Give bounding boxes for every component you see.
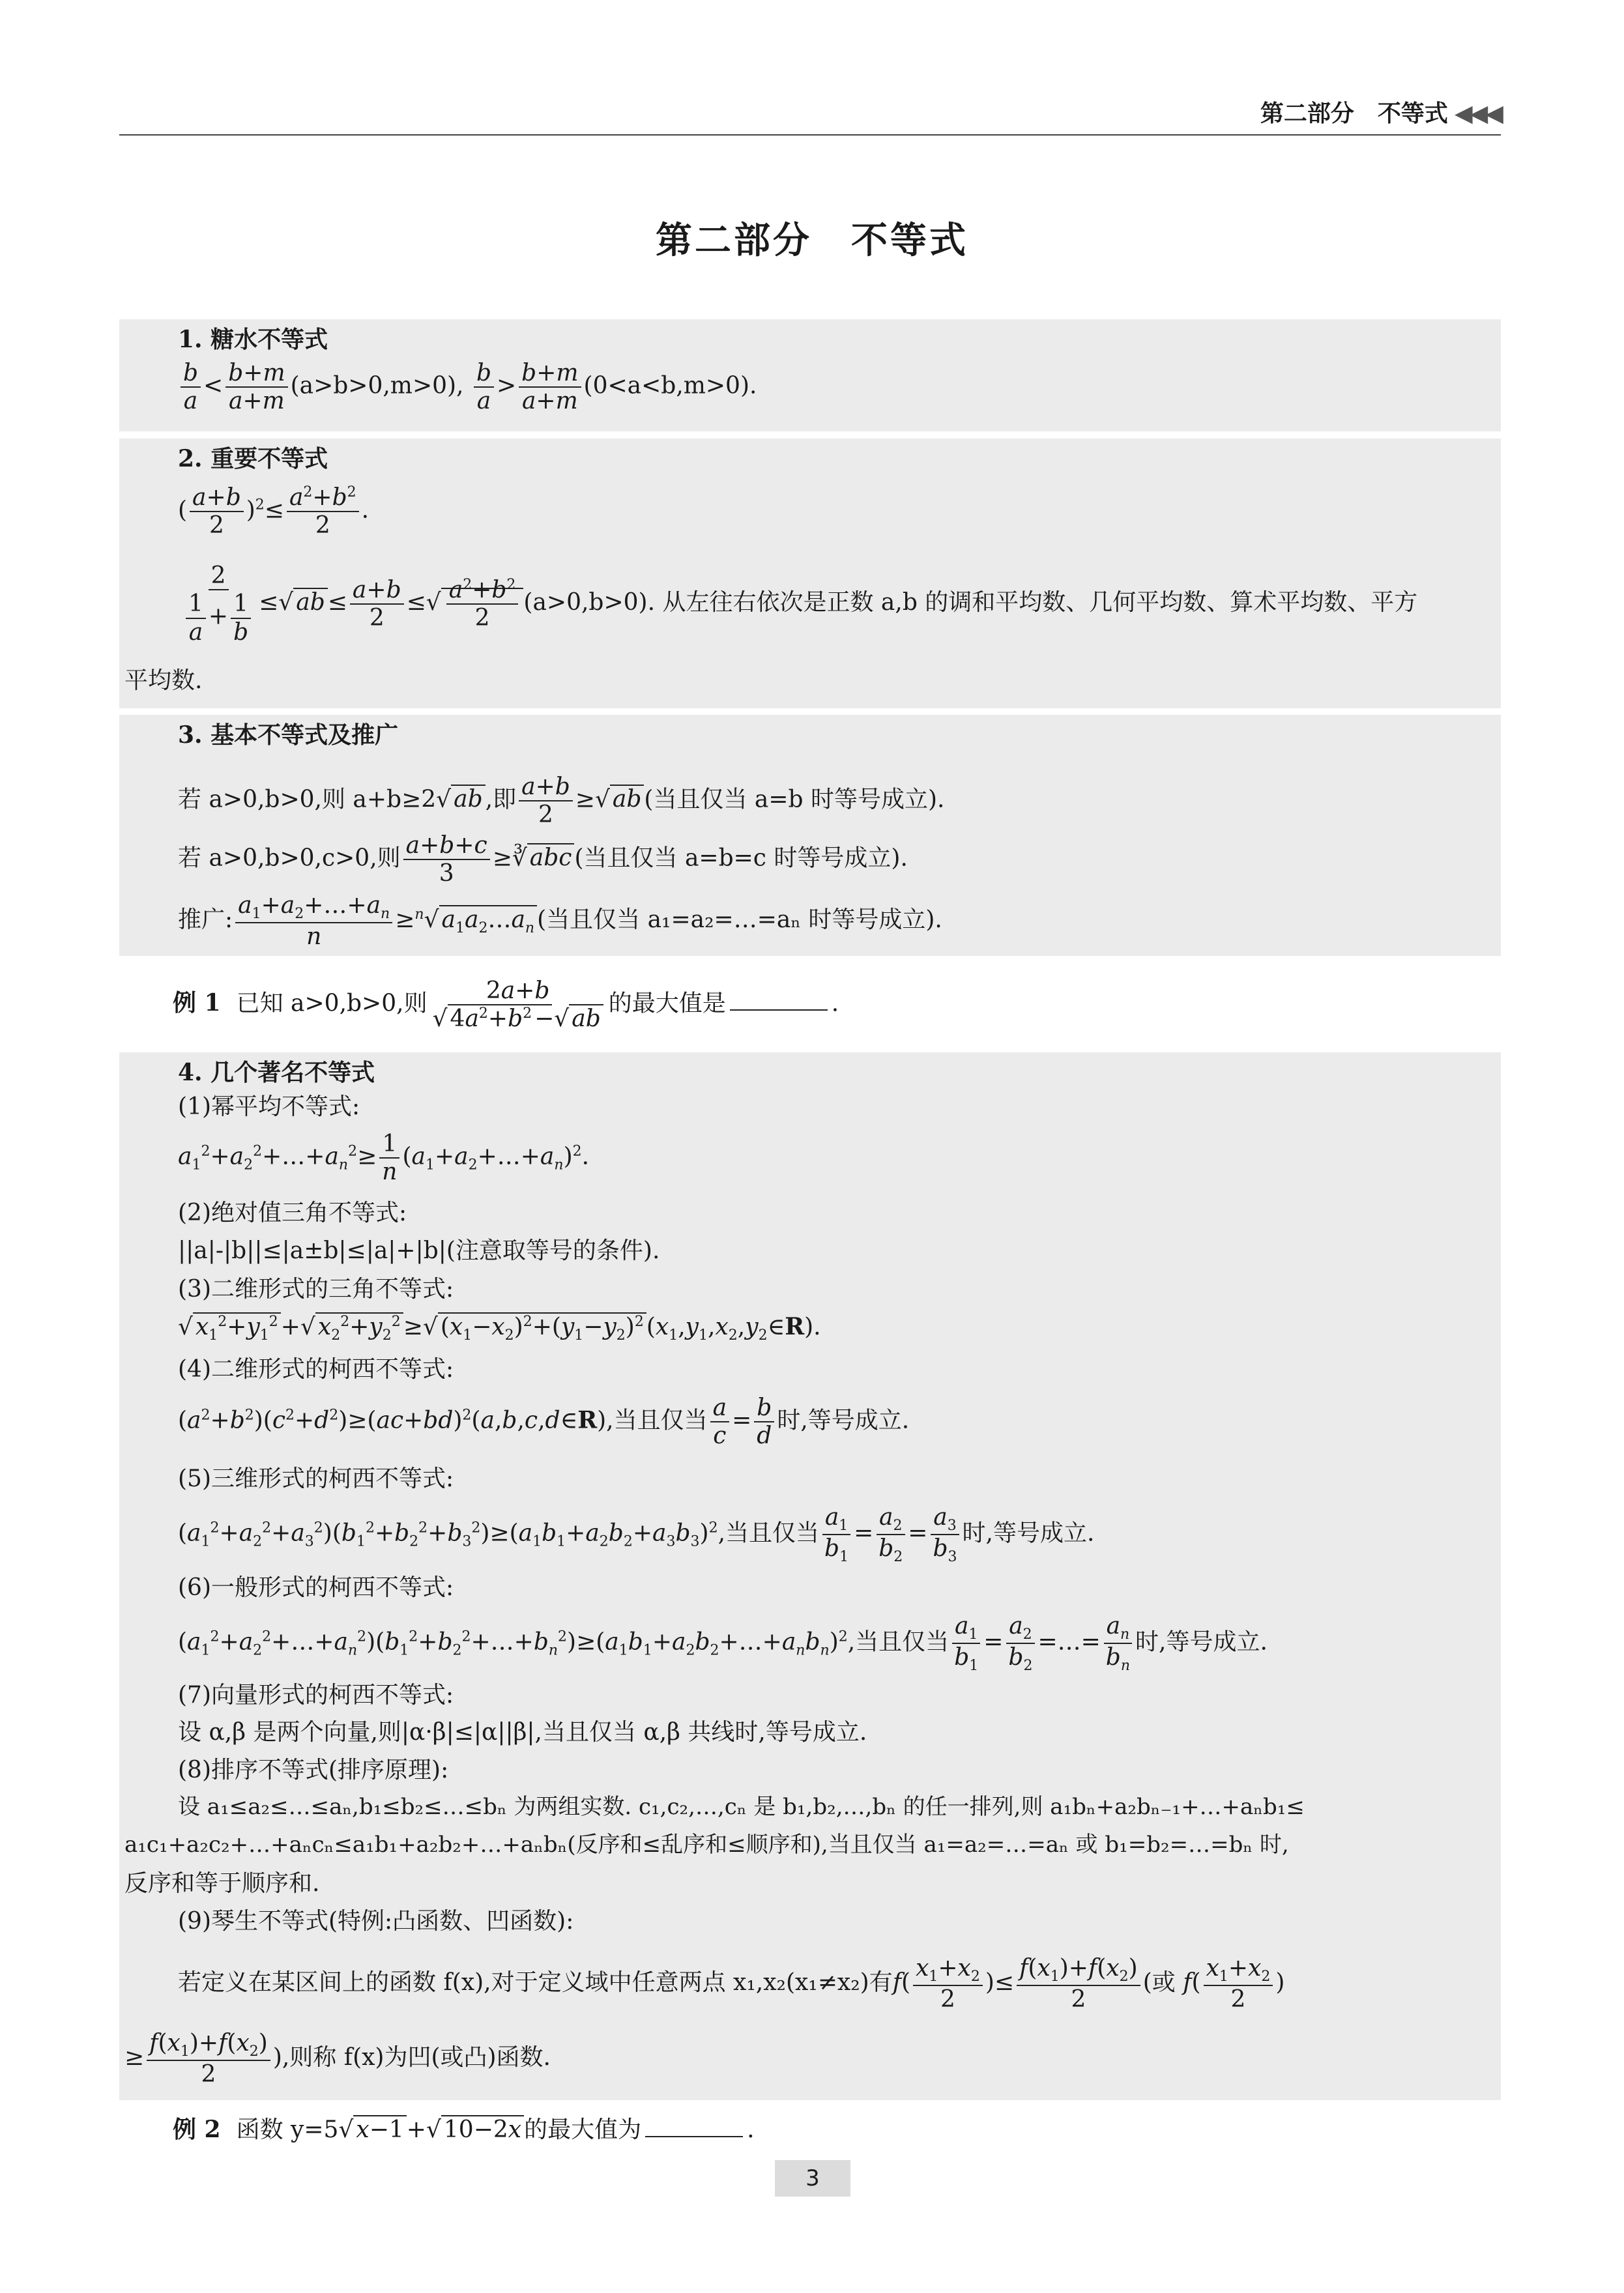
section-1-heading: 1. 糖水不等式	[178, 326, 328, 353]
example-1-answer-blank[interactable]	[730, 1009, 828, 1011]
page-number: 3	[775, 2160, 850, 2197]
section-2-cont: 平均数.	[124, 667, 203, 694]
section-4-p4: (4)二维形式的柯西不等式:	[178, 1356, 454, 1383]
section-3-box	[119, 715, 1501, 956]
section-3-line-2: 若 a>0,b>0,c>0,则 $\frac{a+b+c}{3}$ ≥∛ abc (当且仅当 a=b=c 时等号成立).	[178, 832, 908, 887]
example-1-end: .	[831, 990, 839, 1017]
section-4-p8-line-a: 设 a₁≤a₂≤…≤aₙ,b₁≤b₂≤…≤bₙ 为两组实数. c₁,c₂,…,cₙ 是 b₁,b₂,…,bₙ 的任一排列,则 a₁bₙ+a₂bₙ₋₁+…+aₙb₁≤	[178, 1794, 1305, 1820]
section-4-p7: (7)向量形式的柯西不等式:	[178, 1682, 454, 1709]
running-title: 第二部分 不等式	[1260, 100, 1448, 127]
section-3-l1c: (当且仅当 a=b 时等号成立).	[644, 786, 945, 813]
example-2-label: 例 2	[173, 2116, 221, 2143]
section-3-line-1: 若 a>0,b>0,则 a+b≥2√ ab ,即 $\frac{a+b}{2}$ ≥√ ab (当且仅当 a=b 时等号成立).	[178, 773, 945, 829]
section-3-l1b: ,即	[485, 786, 517, 813]
section-4-p6-formula: $(a_1^2+a_2^2+\dots+a_n^2)(b_1^2+b_2^2+\dots+b_n^2)\ge(a_1b_1+a_2b_2+\dots+a_nb_n)^2$,当且仅当 $\frac{a_1}{b_1}$ = $\frac{a_2}{b_2}$ =…= $\frac{a_n}{b_n}$ 时,等号成立.	[178, 1613, 1268, 1675]
example-2-end: .	[747, 2116, 755, 2143]
section-4-p5: (5)三维形式的柯西不等式:	[178, 1465, 454, 1492]
section-2-formula-2: 2 $\frac{1}{a}$ + $\frac{1}{b}$ ≤√ ab ≤ $\frac{a+b}{2}$ ≤√ $\frac{a^2+b^2}{2}$ (a>0,b>0). 从左往右依次是正数 a,b 的调和平均数、几何平均数、算术平均数、平方	[178, 562, 1417, 646]
section-3-heading: 3. 基本不等式及推广	[178, 721, 399, 749]
section-1-box	[119, 319, 1501, 431]
page-title: 第二部分 不等式	[656, 220, 968, 262]
section-4-p1-formula: $a_1^2+a_2^2+\dots+a_n^2\ge$ $\frac{1}{n}$ $(a_1+a_2+\dots+a_n)^2$.	[178, 1131, 590, 1186]
section-4-box	[119, 1052, 1501, 2100]
section-4-p5-formula: $(a_1^2+a_2^2+a_3^2)(b_1^2+b_2^2+b_3^2)\ge(a_1b_1+a_2b_2+a_3b_3)^2$,当且仅当 $\frac{a_1}{b_1}$ = $\frac{a_2}{b_2}$ = $\frac{a_3}{b_3}$ 时,等号成立.	[178, 1504, 1095, 1566]
section-3-l2a: 若 a>0,b>0,c>0,则	[178, 844, 401, 872]
section-3-line-3: 推广: $\frac{a_1+a_2+\dots+a_n}{n}$ ≥$^n$√ $a_1a_2\dots a_n$ (当且仅当 a₁=a₂=…=aₙ 时等号成立).	[178, 892, 942, 951]
section-2-formula-1: ( $\frac{a+b}{2}$ )$^2$≤ $\frac{a^2+b^2}{2}$ .	[178, 484, 370, 540]
section-4-p9a: 若定义在某区间上的函数 f(x),对于定义域中任意两点 x₁,x₂(x₁≠x₂)有	[178, 1969, 893, 1996]
section-1-formula: $\frac{b}{a}$ < $\frac{b+m}{a+m}$ (a>b>0,m>0), $\frac{b}{a}$ > $\frac{b+m}{a+m}$ (0<a<b,m>0).	[178, 360, 757, 415]
section-1-cond2: (0<a<b,m>0).	[583, 372, 757, 399]
example-1-text-b: 的最大值是	[608, 990, 726, 1017]
section-2-tail: (a>0,b>0). 从左往右依次是正数 a,b 的调和平均数、几何平均数、算术平均数、平方	[523, 589, 1418, 616]
section-4-p9b: ,则称 f(x)为凹(或凸)函数.	[282, 2043, 551, 2071]
section-2-box	[119, 439, 1501, 708]
section-4-p9: (9)琴生不等式(特例:凸函数、凹函数):	[178, 1908, 574, 1935]
section-4-p8-line-b: a₁c₁+a₂c₂+…+aₙcₙ≤a₁b₁+a₂b₂+…+aₙbₙ(反序和≤乱序和≤顺序和),当且仅当 a₁=a₂=…=aₙ 或 b₁=b₂=…=bₙ 时,	[124, 1832, 1289, 1858]
section-4-p4-formula: $(a^2+b^2)(c^2+d^2)\ge(ac+bd)^2(a,b,c,d\in R)$,当且仅当 $\frac{a}{c}$ = $\frac{b}{d}$ 时,等号成立.	[178, 1394, 910, 1450]
example-2-answer-blank[interactable]	[645, 2136, 743, 2137]
section-4-p3: (3)二维形式的三角不等式:	[178, 1276, 454, 1303]
example-1: 例 1 已知 a>0,b>0,则 $\frac{2a+b}{√ 4a^2+b^2 -√ ab}$ 的最大值是 .	[173, 977, 839, 1033]
section-4-p7-formula: 设 α,β 是两个向量,则|α·β|≤|α||β|,当且仅当 α,β 共线时,等号成立.	[178, 1719, 867, 1746]
example-2: 例 2 函数 y=5√ x−1 +√ 10−2x 的最大值为 .	[173, 2116, 755, 2143]
section-4-p6: (6)一般形式的柯西不等式:	[178, 1574, 454, 1601]
example-1-label: 例 1	[173, 989, 221, 1017]
section-4-heading: 4. 几个著名不等式	[178, 1059, 375, 1086]
section-4-p8-line-c: 反序和等于顺序和.	[124, 1870, 320, 1897]
section-4-p2: (2)绝对值三角不等式:	[178, 1200, 407, 1226]
section-4-p3-formula: √ $x_1^2+y_1^2$ +√ $x_2^2+y_2^2$ ≥√ $(x_1-x_2)^2+(y_1-y_2)^2$ $(x_1,y_1,x_2,y_2\in R)$.	[178, 1313, 821, 1344]
example-1-text-a: 已知 a>0,b>0,则	[236, 990, 428, 1017]
example-2-text-a: 函数 y=5	[236, 2116, 339, 2143]
section-3-l3a: 推广:	[178, 906, 233, 933]
section-4-p9-line-b: ≥ $\frac{f(x_1)+f(x_2)}{2}$ ),则称 f(x)为凹(或凸)函数.	[124, 2030, 551, 2088]
section-3-l1a: 若 a>0,b>0,则 a+b≥2	[178, 786, 437, 813]
section-1-cond1: (a>b>0,m>0),	[290, 372, 464, 399]
running-header	[119, 95, 1501, 136]
section-4-p1: (1)幂平均不等式:	[178, 1093, 360, 1120]
section-4-p8: (8)排序不等式(排序原理):	[178, 1757, 449, 1783]
example-2-text-b: 的最大值为	[524, 2116, 642, 2143]
header-arrows-icon: ◀◀◀	[1454, 100, 1501, 127]
section-3-l2c: (当且仅当 a=b=c 时等号成立).	[574, 844, 908, 872]
section-3-l3c: (当且仅当 a₁=a₂=…=aₙ 时等号成立).	[537, 906, 942, 933]
section-2-heading: 2. 重要不等式	[178, 445, 328, 472]
section-4-p9-line-a: 若定义在某区间上的函数 f(x),对于定义域中任意两点 x₁,x₂(x₁≠x₂)有f( $\frac{x_1+x_2}{2}$ )≤ $\frac{f(x_1)+f(x_2)}{2}$ (或 f( $\frac{x_1+x_2}{2}$ )	[178, 1955, 1285, 2013]
section-4-p2-formula: ||a|-|b||≤|a±b|≤|a|+|b|(注意取等号的条件).	[178, 1237, 660, 1264]
